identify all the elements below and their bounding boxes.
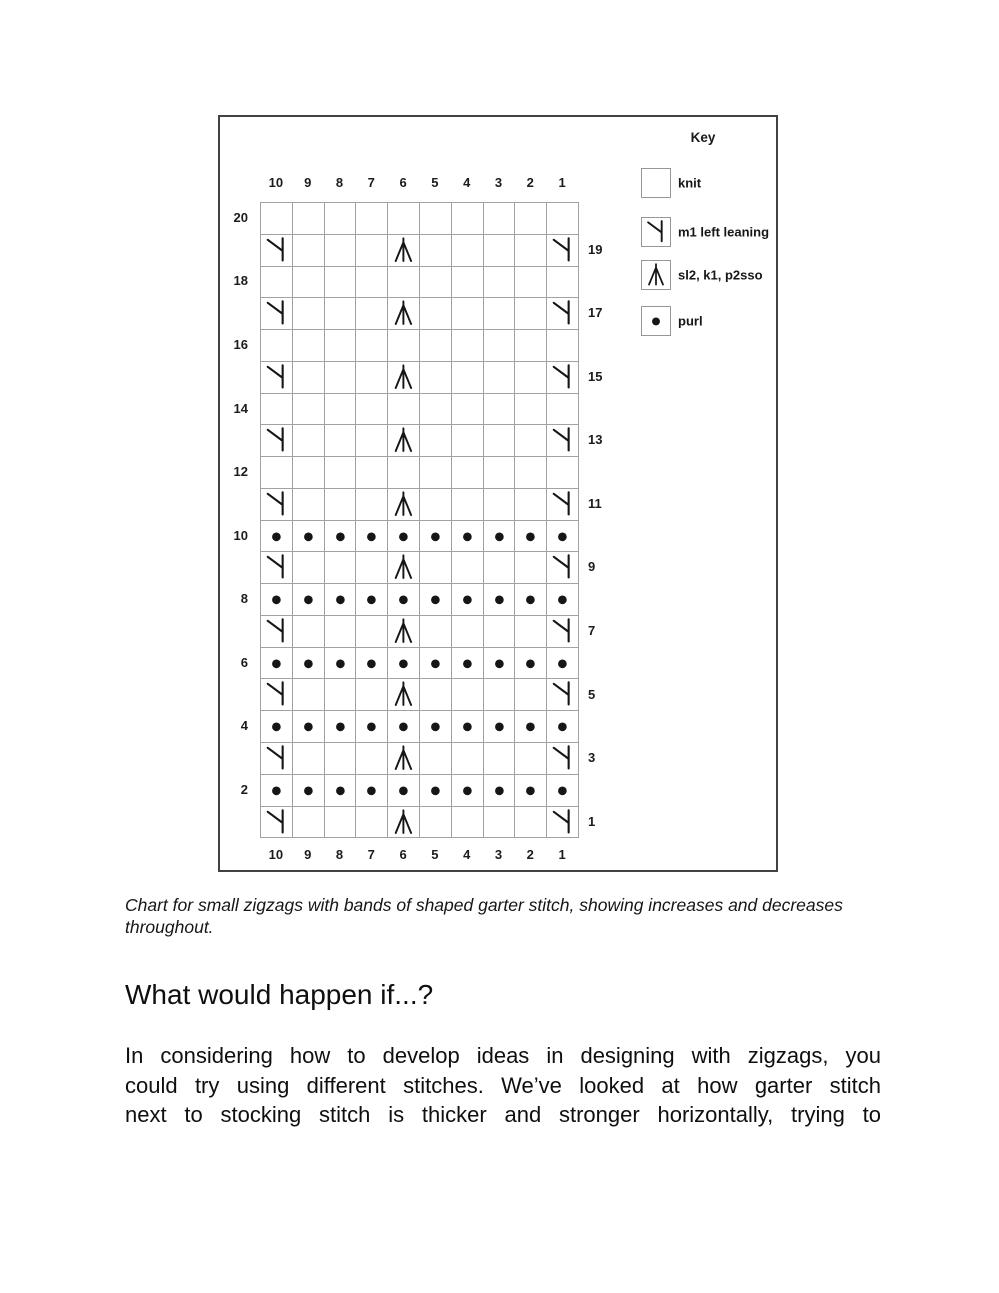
stitch-cell-purl xyxy=(260,774,292,806)
stitch-cell-knit xyxy=(546,266,578,298)
stitch-cell-purl xyxy=(387,647,419,679)
stitch-cell-knit xyxy=(419,806,451,838)
column-label: 6 xyxy=(399,847,407,862)
stitch-cell-knit xyxy=(355,488,387,520)
stitch-cell-knit xyxy=(324,678,356,710)
sl2-k1-p2sso-icon xyxy=(641,260,671,290)
stitch-cell-knit xyxy=(292,551,324,583)
stitch-cell-knit xyxy=(514,615,546,647)
stitch-cell-purl xyxy=(324,520,356,552)
stitch-cell-knit xyxy=(451,806,483,838)
stitch-cell-m1-left-leaning xyxy=(546,806,578,838)
stitch-cell-knit xyxy=(451,297,483,329)
column-label: 5 xyxy=(431,847,439,862)
column-label: 2 xyxy=(526,847,534,862)
stitch-cell-sl2-k1-p2sso xyxy=(387,361,419,393)
stitch-cell-knit xyxy=(419,424,451,456)
stitch-cell-knit xyxy=(260,393,292,425)
stitch-cell-knit xyxy=(419,361,451,393)
stitch-cell-knit xyxy=(292,806,324,838)
stitch-cell-knit xyxy=(514,742,546,774)
stitch-cell-knit xyxy=(419,678,451,710)
stitch-cell-knit xyxy=(292,266,324,298)
stitch-cell-purl xyxy=(292,710,324,742)
stitch-cell-knit xyxy=(292,329,324,361)
stitch-cell-knit xyxy=(483,266,515,298)
column-label: 8 xyxy=(335,847,344,862)
stitch-cell-knit xyxy=(483,234,515,266)
stitch-cell-knit xyxy=(514,234,546,266)
stitch-cell-purl xyxy=(387,520,419,552)
stitch-cell-knit xyxy=(260,456,292,488)
stitch-cell-purl xyxy=(514,774,546,806)
stitch-cell-knit xyxy=(292,456,324,488)
stitch-cell-knit xyxy=(355,361,387,393)
stitch-cell-purl xyxy=(451,583,483,615)
stitch-cell-sl2-k1-p2sso xyxy=(387,488,419,520)
stitch-cell-knit xyxy=(419,234,451,266)
stitch-cell-knit xyxy=(324,551,356,583)
column-label: 9 xyxy=(304,175,312,190)
stitch-cell-sl2-k1-p2sso xyxy=(387,297,419,329)
stitch-cell-knit xyxy=(546,456,578,488)
stitch-cell-knit xyxy=(324,393,356,425)
stitch-cell-purl xyxy=(451,520,483,552)
row-label: 19 xyxy=(588,241,603,257)
stitch-cell-knit xyxy=(355,456,387,488)
stitch-cell-knit xyxy=(419,456,451,488)
stitch-cell-m1-left-leaning xyxy=(260,678,292,710)
row-label: 15 xyxy=(588,368,603,384)
stitch-cell-knit xyxy=(355,551,387,583)
stitch-cell-purl xyxy=(514,520,546,552)
row-label: 4 xyxy=(240,718,248,734)
stitch-cell-knit xyxy=(387,329,419,361)
stitch-cell-m1-left-leaning xyxy=(546,361,578,393)
stitch-cell-knit xyxy=(483,297,515,329)
stitch-cell-m1-left-leaning xyxy=(546,551,578,583)
stitch-cell-purl xyxy=(387,710,419,742)
stitch-cell-knit xyxy=(514,488,546,520)
stitch-cell-purl xyxy=(546,520,578,552)
stitch-cell-knit xyxy=(292,234,324,266)
stitch-cell-sl2-k1-p2sso xyxy=(387,615,419,647)
stitch-cell-knit xyxy=(451,488,483,520)
stitch-cell-m1-left-leaning xyxy=(546,678,578,710)
stitch-cell-knit xyxy=(387,202,419,234)
stitch-cell-purl xyxy=(451,774,483,806)
stitch-cell-m1-left-leaning xyxy=(546,615,578,647)
stitch-cell-knit xyxy=(514,361,546,393)
stitch-cell-knit xyxy=(387,393,419,425)
stitch-cell-purl xyxy=(292,774,324,806)
column-label: 5 xyxy=(431,175,439,190)
stitch-cell-knit xyxy=(451,678,483,710)
stitch-cell-knit xyxy=(483,551,515,583)
stitch-cell-knit xyxy=(324,742,356,774)
stitch-cell-purl xyxy=(324,774,356,806)
stitch-cell-knit xyxy=(451,456,483,488)
stitch-cell-knit xyxy=(387,456,419,488)
stitch-cell-knit xyxy=(514,678,546,710)
stitch-cell-knit xyxy=(355,742,387,774)
stitch-cell-purl xyxy=(546,774,578,806)
stitch-cell-purl xyxy=(260,647,292,679)
stitch-cell-m1-left-leaning xyxy=(546,297,578,329)
column-label: 6 xyxy=(399,175,407,190)
stitch-cell-knit xyxy=(514,202,546,234)
stitch-cell-m1-left-leaning xyxy=(260,234,292,266)
figure-caption: Chart for small zigzags with bands of shaped garter stitch, showing increases and decreases throughout. xyxy=(125,895,843,937)
stitch-cell-purl xyxy=(355,774,387,806)
stitch-cell-knit xyxy=(292,393,324,425)
stitch-cell-purl xyxy=(355,583,387,615)
stitch-cell-knit xyxy=(324,424,356,456)
key-item-label: m1 left leaning xyxy=(678,224,770,240)
row-label: 3 xyxy=(588,750,596,766)
stitch-cell-purl xyxy=(483,583,515,615)
stitch-cell-knit xyxy=(483,806,515,838)
stitch-cell-knit xyxy=(483,361,515,393)
stitch-cell-knit xyxy=(324,361,356,393)
stitch-cell-sl2-k1-p2sso xyxy=(387,806,419,838)
stitch-cell-knit xyxy=(451,551,483,583)
stitch-cell-knit xyxy=(419,393,451,425)
row-label: 2 xyxy=(240,781,248,797)
stitch-cell-purl xyxy=(483,774,515,806)
stitch-cell-knit xyxy=(355,329,387,361)
stitch-cell-knit xyxy=(419,202,451,234)
stitch-cell-knit xyxy=(355,234,387,266)
row-label: 6 xyxy=(240,654,248,670)
key-item-m1-left-leaning xyxy=(641,217,776,247)
stitch-cell-knit xyxy=(451,424,483,456)
stitch-cell-purl xyxy=(419,710,451,742)
stitch-cell-purl xyxy=(355,647,387,679)
stitch-cell-knit xyxy=(355,424,387,456)
stitch-cell-purl xyxy=(260,710,292,742)
column-label: 3 xyxy=(494,175,503,190)
stitch-cell-sl2-k1-p2sso xyxy=(387,424,419,456)
key-item-label: sl2, k1, p2sso xyxy=(678,267,763,283)
column-labels-bottom xyxy=(260,847,578,863)
row-label: 5 xyxy=(588,686,596,702)
stitch-cell-m1-left-leaning xyxy=(260,297,292,329)
section-heading: What would happen if...? xyxy=(125,979,434,1010)
key-title: Key xyxy=(690,130,716,145)
stitch-cell-m1-left-leaning xyxy=(260,424,292,456)
column-label: 1 xyxy=(558,847,566,862)
stitch-cell-knit xyxy=(483,742,515,774)
stitch-cell-knit xyxy=(514,266,546,298)
stitch-cell-knit xyxy=(324,806,356,838)
stitch-cell-knit xyxy=(483,678,515,710)
stitch-cell-knit xyxy=(260,266,292,298)
stitch-cell-knit xyxy=(260,329,292,361)
stitch-cell-purl xyxy=(483,710,515,742)
body-line: In considering how to develop ideas in designing with zigzags, you xyxy=(125,1043,881,1068)
stitch-cell-purl xyxy=(451,647,483,679)
stitch-cell-knit xyxy=(514,424,546,456)
stitch-cell-knit xyxy=(419,615,451,647)
stitch-cell-knit xyxy=(451,615,483,647)
stitch-cell-m1-left-leaning xyxy=(260,615,292,647)
stitch-cell-m1-left-leaning xyxy=(260,742,292,774)
row-label: 16 xyxy=(233,337,248,352)
stitch-cell-knit xyxy=(419,297,451,329)
stitch-cell-purl xyxy=(260,520,292,552)
stitch-cell-purl xyxy=(419,520,451,552)
stitch-cell-knit xyxy=(483,202,515,234)
stitch-cell-knit xyxy=(419,551,451,583)
stitch-cell-m1-left-leaning xyxy=(260,361,292,393)
body-paragraph xyxy=(125,1041,881,1130)
stitch-cell-knit xyxy=(324,234,356,266)
key-item-knit xyxy=(641,168,776,198)
stitch-cell-knit xyxy=(324,329,356,361)
stitch-cell-knit xyxy=(514,551,546,583)
stitch-cell-knit xyxy=(292,488,324,520)
stitch-cell-m1-left-leaning xyxy=(260,551,292,583)
row-label: 18 xyxy=(233,273,248,289)
stitch-cell-knit xyxy=(483,456,515,488)
stitch-cell-purl xyxy=(514,710,546,742)
stitch-cell-knit xyxy=(355,297,387,329)
stitch-cell-knit xyxy=(419,329,451,361)
stitch-cell-knit xyxy=(419,742,451,774)
stitch-cell-knit xyxy=(355,266,387,298)
row-label: 9 xyxy=(588,559,596,575)
stitch-cell-purl xyxy=(419,583,451,615)
stitch-cell-m1-left-leaning xyxy=(260,488,292,520)
stitch-cell-knit xyxy=(419,266,451,298)
stitch-cell-knit xyxy=(514,297,546,329)
stitch-cell-knit xyxy=(324,297,356,329)
stitch-cell-purl xyxy=(419,647,451,679)
stitch-cell-purl xyxy=(483,647,515,679)
row-label: 13 xyxy=(588,432,603,448)
stitch-cell-knit xyxy=(355,202,387,234)
stitch-cell-m1-left-leaning xyxy=(546,488,578,520)
stitch-cell-knit xyxy=(451,234,483,266)
row-label: 11 xyxy=(588,495,602,511)
stitch-cell-knit xyxy=(546,202,578,234)
column-label: 1 xyxy=(558,175,566,190)
stitch-cell-knit xyxy=(324,202,356,234)
row-label: 10 xyxy=(233,527,248,543)
stitch-cell-knit xyxy=(292,742,324,774)
column-label: 9 xyxy=(304,847,312,862)
stitch-cell-purl xyxy=(355,520,387,552)
stitch-cell-m1-left-leaning xyxy=(546,742,578,774)
row-label: 20 xyxy=(233,209,248,225)
stitch-cell-knit xyxy=(451,202,483,234)
stitch-cell-knit xyxy=(483,615,515,647)
stitch-cell-knit xyxy=(483,424,515,456)
m1-left-leaning-icon xyxy=(641,217,671,247)
body-line: could try using different stitches. We’ve looked at how garter stitch xyxy=(125,1072,881,1098)
stitch-cell-knit xyxy=(514,393,546,425)
stitch-cell-knit xyxy=(324,488,356,520)
column-label: 4 xyxy=(463,847,471,862)
row-label: 1 xyxy=(588,813,596,829)
stitch-cell-purl xyxy=(546,647,578,679)
stitch-cell-knit xyxy=(355,615,387,647)
stitch-cell-knit xyxy=(292,678,324,710)
column-label: 7 xyxy=(367,175,375,190)
row-label: 12 xyxy=(233,464,248,480)
stitch-cell-purl xyxy=(292,520,324,552)
stitch-cell-m1-left-leaning xyxy=(546,234,578,266)
stitch-cell-knit xyxy=(483,329,515,361)
stitch-cell-knit xyxy=(483,488,515,520)
purl-icon xyxy=(641,306,671,336)
key-item-purl xyxy=(641,306,776,336)
stitch-cell-knit xyxy=(451,361,483,393)
stitch-cell-knit xyxy=(387,266,419,298)
stitch-cell-knit xyxy=(355,678,387,710)
knit-symbol-icon xyxy=(641,168,671,198)
stitch-cell-m1-left-leaning xyxy=(546,424,578,456)
stitch-cell-knit xyxy=(514,456,546,488)
column-label: 4 xyxy=(463,175,471,190)
stitch-cell-knit xyxy=(355,393,387,425)
stitch-cell-knit xyxy=(292,202,324,234)
stitch-cell-purl xyxy=(514,647,546,679)
row-label: 8 xyxy=(240,591,248,607)
stitch-cell-sl2-k1-p2sso xyxy=(387,742,419,774)
stitch-cell-knit xyxy=(292,297,324,329)
key-item-label: purl xyxy=(678,313,703,329)
chart-figure-panel xyxy=(218,115,778,872)
column-labels-top xyxy=(260,175,578,191)
knitting-chart-grid xyxy=(260,202,579,838)
row-label: 14 xyxy=(233,400,248,416)
stitch-cell-knit xyxy=(260,202,292,234)
stitch-cell-knit xyxy=(514,806,546,838)
stitch-cell-sl2-k1-p2sso xyxy=(387,678,419,710)
key-item-label: knit xyxy=(678,175,702,191)
stitch-cell-sl2-k1-p2sso xyxy=(387,551,419,583)
stitch-cell-knit xyxy=(451,266,483,298)
stitch-cell-purl xyxy=(324,710,356,742)
stitch-cell-purl xyxy=(546,710,578,742)
column-label: 7 xyxy=(367,847,375,862)
stitch-cell-purl xyxy=(546,583,578,615)
row-label: 17 xyxy=(588,305,603,321)
column-label: 8 xyxy=(335,175,344,190)
stitch-cell-purl xyxy=(324,647,356,679)
stitch-cell-knit xyxy=(483,393,515,425)
stitch-cell-knit xyxy=(324,615,356,647)
stitch-cell-knit xyxy=(451,329,483,361)
stitch-cell-m1-left-leaning xyxy=(260,806,292,838)
stitch-cell-purl xyxy=(292,583,324,615)
row-label: 7 xyxy=(588,623,596,639)
stitch-cell-knit xyxy=(292,424,324,456)
stitch-cell-purl xyxy=(514,583,546,615)
column-label: 10 xyxy=(268,175,284,190)
column-label: 2 xyxy=(526,175,534,190)
stitch-cell-purl xyxy=(260,583,292,615)
stitch-cell-purl xyxy=(387,583,419,615)
stitch-cell-purl xyxy=(451,710,483,742)
stitch-cell-knit xyxy=(324,266,356,298)
body-line: next to stocking stitch is thicker and stronger horizontally, trying to xyxy=(125,1102,881,1127)
stitch-cell-knit xyxy=(514,329,546,361)
stitch-cell-knit xyxy=(451,742,483,774)
stitch-cell-knit xyxy=(546,329,578,361)
column-label: 10 xyxy=(268,847,284,862)
stitch-cell-purl xyxy=(324,583,356,615)
stitch-cell-purl xyxy=(355,710,387,742)
stitch-cell-sl2-k1-p2sso xyxy=(387,234,419,266)
stitch-cell-knit xyxy=(546,393,578,425)
stitch-cell-purl xyxy=(387,774,419,806)
stitch-cell-purl xyxy=(483,520,515,552)
stitch-cell-knit xyxy=(451,393,483,425)
stitch-cell-knit xyxy=(419,488,451,520)
stitch-cell-knit xyxy=(324,456,356,488)
stitch-cell-knit xyxy=(355,806,387,838)
stitch-cell-knit xyxy=(292,361,324,393)
column-label: 3 xyxy=(494,847,503,862)
stitch-cell-knit xyxy=(292,615,324,647)
stitch-cell-purl xyxy=(419,774,451,806)
stitch-cell-purl xyxy=(292,647,324,679)
key-item-sl2-k1-p2sso xyxy=(641,260,776,290)
